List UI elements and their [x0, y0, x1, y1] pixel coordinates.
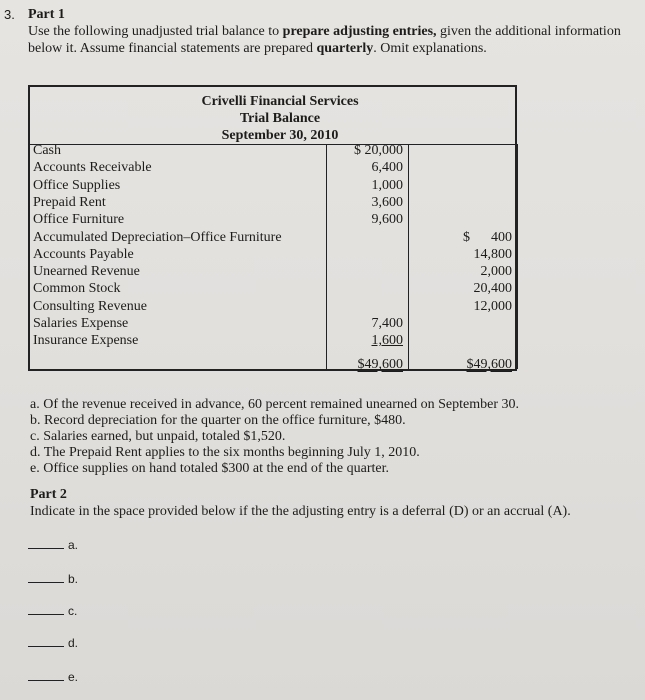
- account-name: Common Stock: [33, 281, 121, 297]
- part1-title: Part 1: [28, 7, 65, 22]
- debit-amount: 1,000: [371, 177, 403, 193]
- adjustment-d: d. The Prepaid Rent applies to the six months beginning July 1, 2010.: [30, 445, 420, 460]
- debit-amount: 3,600: [371, 194, 403, 210]
- adjustment-e: e. Office supplies on hand totaled $300 at the end of the quarter.: [30, 461, 389, 476]
- account-name: Accounts Receivable: [33, 160, 152, 176]
- credit-amount: 20,400: [473, 281, 512, 297]
- debit-amount: 9,600: [371, 212, 403, 228]
- account-name: Office Supplies: [33, 177, 121, 193]
- trial-balance-header: [30, 87, 515, 145]
- credit-amount: 12,000: [473, 298, 512, 314]
- part2-title: Part 2: [30, 487, 67, 502]
- total-credit: $49,600: [466, 357, 512, 372]
- account-name: Insurance Expense: [33, 333, 139, 349]
- account-name: Accounts Payable: [33, 246, 134, 262]
- intro-line-2: below it. Assume financial statements are prepared quarterly. Omit explanations.: [28, 41, 487, 56]
- debit-amount: 6,400: [371, 160, 403, 176]
- account-name: Accumulated Depreciation–Office Furniture: [33, 229, 282, 245]
- statement-title: Trial Balance: [239, 111, 321, 126]
- account-name: Cash: [33, 143, 61, 158]
- account-name: Consulting Revenue: [33, 298, 147, 314]
- answer-blank-b[interactable]: b.: [28, 572, 78, 586]
- debit-amount: 1,600: [371, 333, 403, 349]
- credit-column-divider: [408, 144, 409, 369]
- adjustment-c: c. Salaries earned, but unpaid, totaled $1,520.: [30, 429, 286, 444]
- credit-amount: 14,800: [473, 246, 512, 262]
- credit-amount: $ 400: [463, 229, 512, 245]
- intro-line-1: Use the following unadjusted trial balance to prepare adjusting entries, given the additional information: [28, 24, 621, 39]
- question-number: 3.: [4, 7, 15, 22]
- company-name: Crivelli Financial Services: [201, 94, 359, 109]
- answer-blank-c[interactable]: c.: [28, 604, 77, 618]
- account-name: Office Furniture: [33, 212, 125, 228]
- adjustment-a: a. Of the revenue received in advance, 60 percent remained unearned on September 30.: [30, 397, 519, 412]
- right-column-divider: [517, 144, 518, 369]
- adjustment-b: b. Record depreciation for the quarter on the office furniture, $480.: [30, 413, 406, 428]
- debit-amount: 7,400: [371, 316, 403, 331]
- credit-amount: 2,000: [480, 264, 512, 280]
- debit-amount: $ 20,000: [354, 143, 403, 158]
- part2-instruction: Indicate in the space provided below if the the adjusting entry is a deferral (D) or an accrual (A).: [30, 504, 571, 519]
- statement-date: September 30, 2010: [221, 128, 339, 143]
- account-name: Prepaid Rent: [33, 194, 106, 210]
- answer-blank-e[interactable]: e.: [28, 670, 78, 684]
- answer-blank-a[interactable]: a.: [28, 538, 78, 552]
- answer-blank-d[interactable]: d.: [28, 636, 78, 650]
- account-name: Unearned Revenue: [33, 264, 140, 280]
- total-debit: $49,600: [357, 357, 403, 372]
- account-name: Salaries Expense: [33, 316, 129, 331]
- trial-balance-table: [28, 85, 517, 371]
